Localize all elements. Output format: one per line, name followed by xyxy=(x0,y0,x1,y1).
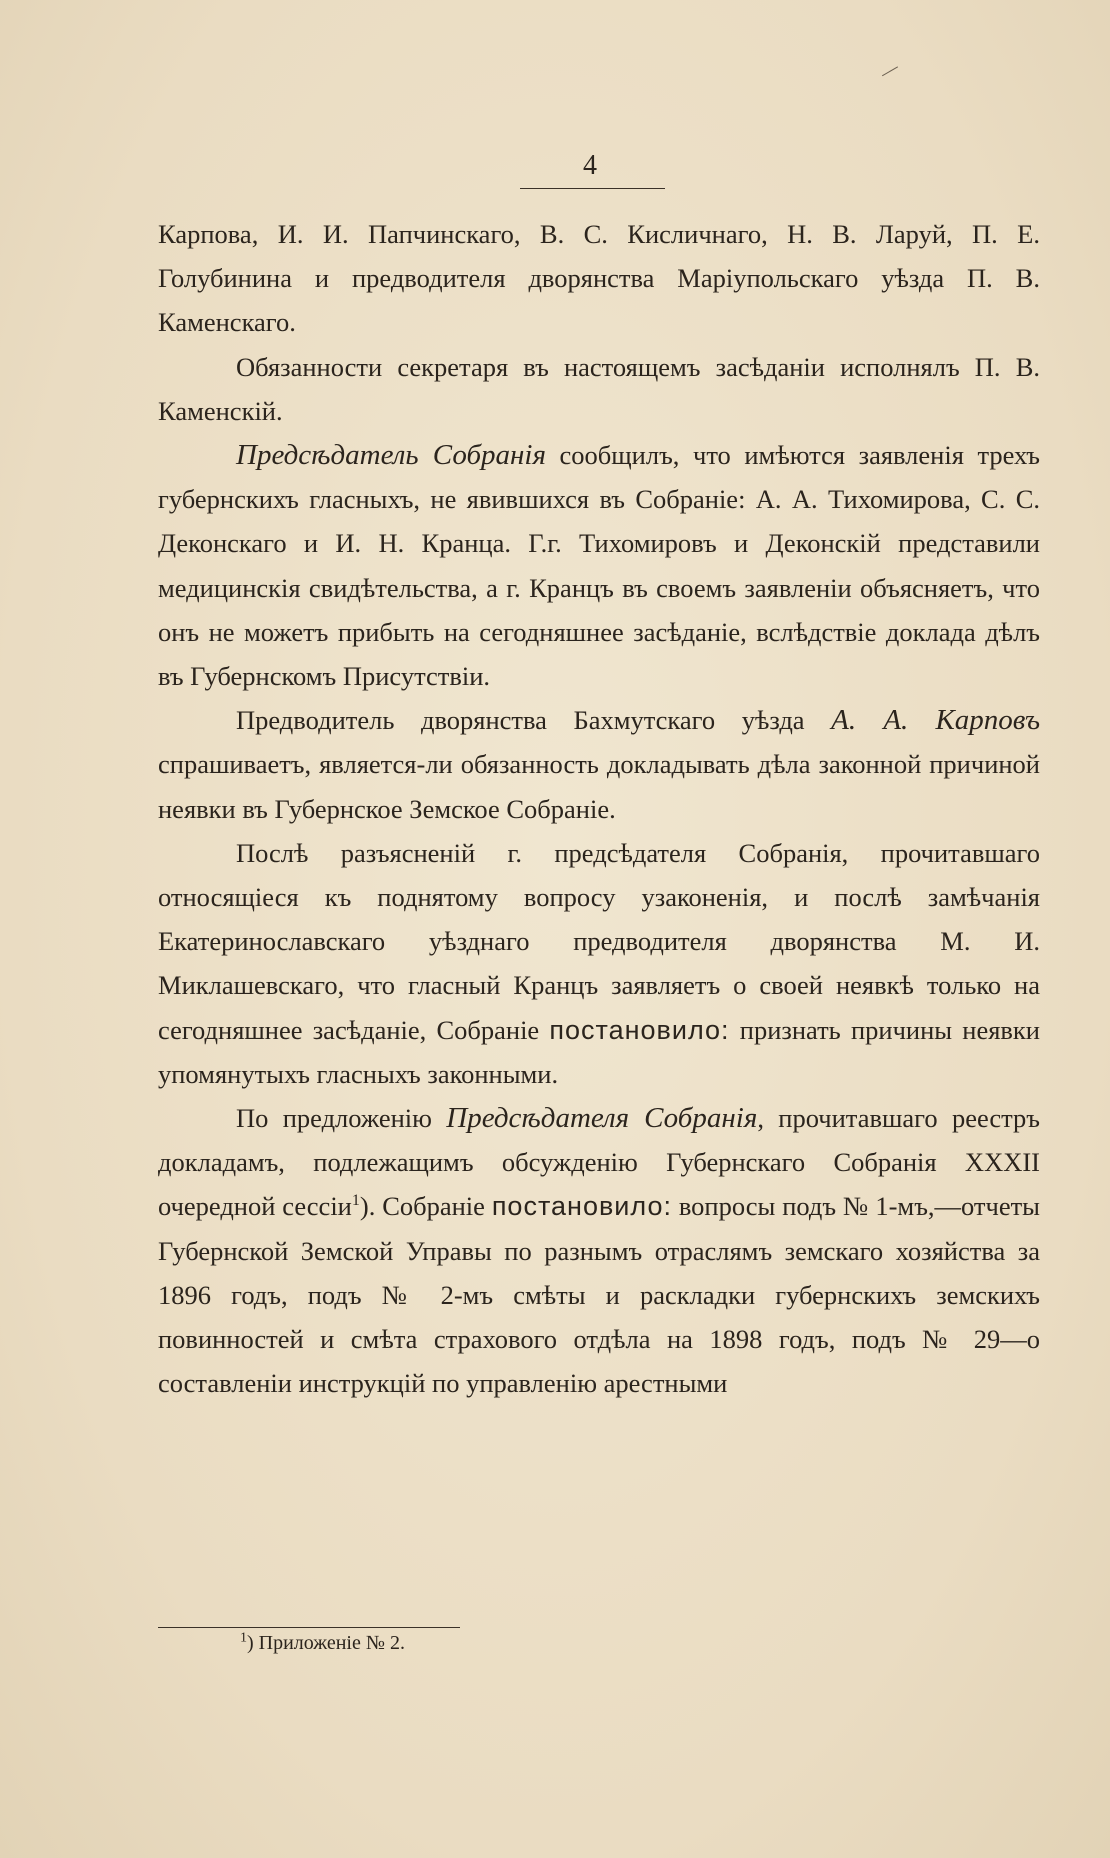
emphasis-text: постановило: xyxy=(491,1191,672,1222)
footnote-reference: 1 xyxy=(351,1192,360,1210)
pencil-mark xyxy=(882,66,904,86)
paragraph xyxy=(158,345,1040,433)
footnote-rule xyxy=(158,1627,460,1628)
italic-text: Предсѣдателя Собранія xyxy=(446,1102,758,1135)
text-run: ). Собраніе xyxy=(359,1191,492,1222)
page-number: 4 xyxy=(583,150,597,181)
text-run: Карпова, И. И. Папчинскаго, В. С. Кисличнаго, Н. В. Ларуй, П. Е. Голубинина и предводителя дворянства Маріупольскаго уѣзда П. В. Каменскаго. xyxy=(158,219,1040,338)
emphasis-text: постановило: xyxy=(549,1014,730,1045)
text-run: Обязанности секретаря въ настоящемъ засѣданіи исполнялъ П. В. Каменскій. xyxy=(158,351,1040,426)
paragraph xyxy=(158,698,1040,831)
text-run: Предводитель дворянства Бахмутскаго уѣзда xyxy=(236,705,832,736)
italic-text: Предсѣдатель Собранія xyxy=(236,439,546,472)
text-run: вопросы подъ № 1-мъ,—отчеты Губернской Земской Управы по разнымъ отраслямъ земскаго хозяйства за 1896 годъ, подъ № 2-мъ смѣты и раскладки губернскихъ земскихъ повинностей и смѣта страхового отдѣла на 1898 годъ, подъ № 29—о составленіи инструкцій по управленію арестными xyxy=(158,1191,1040,1399)
text-run: спрашиваетъ, является-ли обязанность докладывать дѣла законной причиной неявки въ Губернское Земское Собраніе. xyxy=(158,749,1040,824)
text-run: сообщилъ, что имѣются заявленія трехъ губернскихъ гласныхъ, не явившихся въ Собраніе: А. А. Тихомирова, С. С. Деконскаго и И. Н. Кранца. Г.г. Тихомировъ и Деконскій представили медицинскія свидѣтельства, а г. Кранцъ въ своемъ заявленіи объясняетъ, что онъ не можетъ прибыть на сегодняшнее засѣданіе, вслѣдствіе доклада дѣлъ въ Губернскомъ Присутствіи. xyxy=(158,440,1040,692)
paragraph xyxy=(158,212,1040,345)
footnote xyxy=(240,1632,405,1655)
footnote-text: ) Приложеніе № 2. xyxy=(247,1632,405,1654)
paragraph xyxy=(158,831,1040,1096)
text-run: , прочитавшаго реестръ докладамъ, подлежащимъ обсужденію Губернскаго Собранія XXXII очередной сессіи xyxy=(158,1103,1040,1222)
footnote-marker: 1 xyxy=(240,1630,247,1646)
italic-text: А. А. Карповъ xyxy=(831,704,1040,737)
paragraph xyxy=(158,1096,1040,1405)
text-run: По предложенію xyxy=(236,1103,447,1134)
text-run: признать причины неявки упомянутыхъ гласныхъ законными. xyxy=(158,1014,1040,1089)
body-text xyxy=(158,212,1040,1405)
text-run: Послѣ разъясненій г. предсѣдателя Собранія, прочитавшаго относящіеся къ поднятому вопросу узаконенія, и послѣ замѣчанія Екатеринославскаго уѣзднаго предводителя дворянства М. И. Миклашевскаго, что гласный Кранцъ заявляетъ о своей неявкѣ только на сегодняшнее засѣданіе, Собраніе xyxy=(158,837,1040,1045)
paragraph xyxy=(158,433,1040,698)
header-rule xyxy=(520,188,665,189)
